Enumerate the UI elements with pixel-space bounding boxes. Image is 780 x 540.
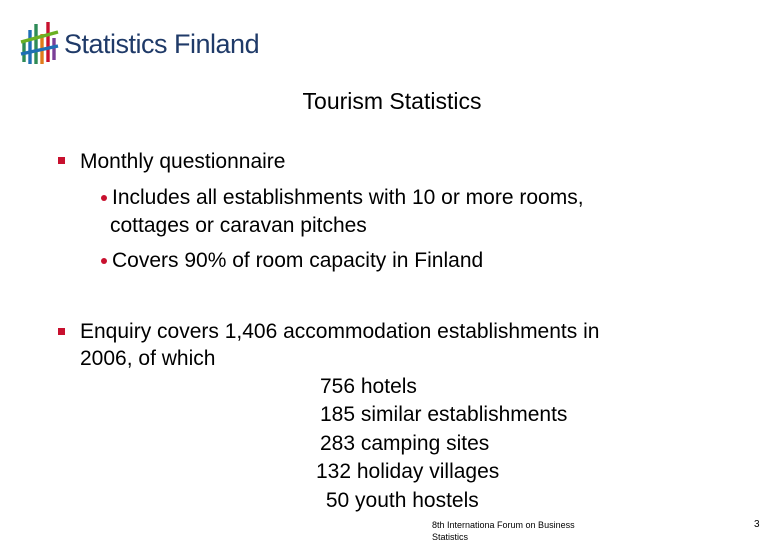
bullet-enquiry-line1: Enquiry covers 1,406 accommodation establishments in bbox=[80, 320, 600, 343]
page-number: 3 bbox=[754, 519, 760, 530]
sub-bullet-includes-line2: cottages or caravan pitches bbox=[110, 214, 367, 237]
round-bullet-icon bbox=[101, 258, 107, 264]
sub-bullet-includes-line1: Includes all establishments with 10 or more rooms, bbox=[112, 186, 584, 209]
breakdown-item: 283 camping sites bbox=[320, 432, 490, 455]
footer-text: 8th Internationa Forum on Business Statistics bbox=[432, 520, 575, 540]
square-bullet-icon bbox=[58, 157, 65, 164]
statistics-finland-logo-icon bbox=[20, 20, 60, 66]
logo-text: Statistics Finland bbox=[64, 29, 260, 59]
sub-bullet-covers: Covers 90% of room capacity in Finland bbox=[112, 249, 484, 272]
round-bullet-icon bbox=[101, 195, 107, 201]
breakdown-item: 756 hotels bbox=[320, 375, 417, 398]
slide-title: Tourism Statistics bbox=[302, 88, 482, 114]
bullet-monthly-questionnaire: Monthly questionnaire bbox=[80, 150, 286, 173]
logo bbox=[20, 20, 280, 70]
bullet-enquiry-line2: 2006, of which bbox=[80, 347, 216, 370]
breakdown-item: 132 holiday villages bbox=[316, 460, 500, 483]
breakdown-item: 50 youth hostels bbox=[320, 489, 479, 512]
square-bullet-icon bbox=[58, 328, 65, 335]
breakdown-item: 185 similar establishments bbox=[320, 403, 568, 426]
